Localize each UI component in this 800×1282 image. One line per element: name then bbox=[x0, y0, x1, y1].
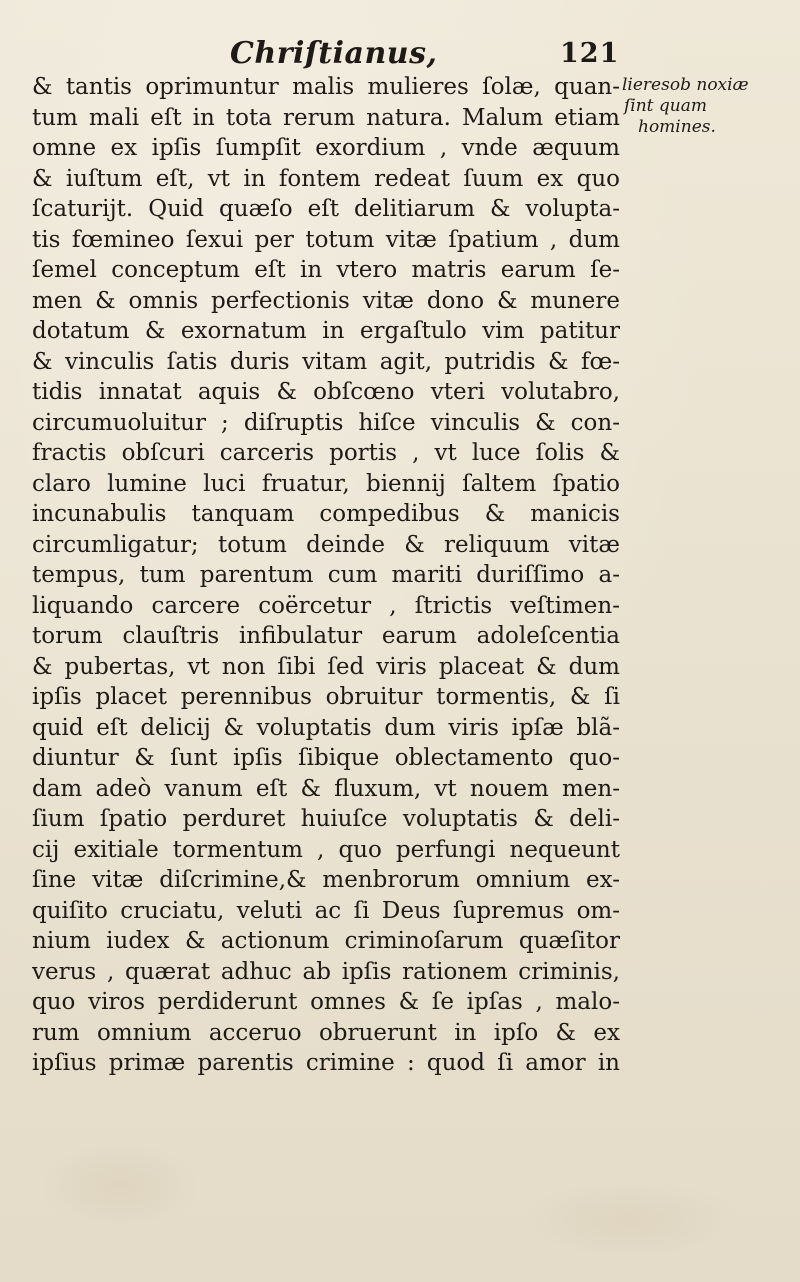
text-line: ſine vitæ diſcrimine,& menbrorum omnium ex- bbox=[32, 867, 620, 893]
text-line: fractis obſcuri carceris portis , vt luce ſolis & bbox=[32, 440, 620, 466]
text-line: quo viros perdiderunt omnes & ſe ipſas , malo- bbox=[32, 989, 620, 1015]
text-line: tis fœmineo ſexui per totum vitæ ſpatium , dum bbox=[32, 226, 620, 253]
paper-stain bbox=[520, 1180, 740, 1260]
text-line: ſcaturijt. Quid quæſo eſt delitiarum & volupta- bbox=[32, 196, 620, 222]
body-text bbox=[32, 72, 620, 1079]
text-line: incunabulis tanquam compedibus & manicis bbox=[32, 501, 620, 527]
text-line: & tantis oprimuntur malis mulieres ſolæ, quan- bbox=[32, 74, 620, 100]
text-line: tum mali eſt in tota rerum natura. Malum etiam bbox=[32, 104, 620, 131]
text-line: ſium ſpatio perduret huiuſce voluptatis & deli- bbox=[32, 806, 620, 832]
text-line: dam adeò vanum eſt & fluxum, vt nouem men- bbox=[32, 775, 620, 802]
running-title: Chriſtianus, bbox=[230, 36, 438, 71]
text-line: ipſius primæ parentis crimine : quod ſi amor in bbox=[32, 1050, 620, 1076]
text-line: quid eſt delicij & voluptatis dum viris ipſæ blã- bbox=[32, 714, 620, 741]
running-head bbox=[230, 36, 630, 72]
text-line: tempus, tum parentum cum mariti duriſſimo a- bbox=[32, 562, 620, 588]
text-line: & iuſtum eſt, vt in fontem redeat ſuum ex quo bbox=[32, 165, 620, 192]
text-line: torum clauſtris infibulatur earum adoleſcentia bbox=[32, 623, 620, 649]
marginal-note bbox=[622, 75, 794, 138]
text-line: tidis innatat aquis & obſcœno vteri volutabro, bbox=[32, 379, 620, 405]
text-line: & vinculis ſatis duris vitam agit, putridis & fœ- bbox=[32, 348, 620, 375]
paper-stain bbox=[40, 1140, 200, 1230]
text-line: liquando carcere coërcetur , ſtrictis veſtimen- bbox=[32, 592, 620, 619]
text-line: claro lumine luci fruatur, biennij ſaltem ſpatio bbox=[32, 470, 620, 497]
text-line: circumuoluitur ; diſruptis hiſce vinculis & con- bbox=[32, 409, 620, 436]
text-line: dotatum & exornatum in ergaſtulo vim patitur bbox=[32, 318, 620, 344]
text-line: & pubertas, vt non ſibi ſed viris placeat & dum bbox=[32, 653, 620, 680]
marginal-note-line: homines. bbox=[638, 117, 716, 137]
text-line: quiſito cruciatu, veluti ac ſi Deus ſupremus om- bbox=[32, 897, 620, 924]
text-line: diuntur & ſunt ipſis ſibique oblectamento quo- bbox=[32, 745, 620, 771]
text-line: cij exitiale tormentum , quo perfungi nequeunt bbox=[32, 836, 620, 863]
page-number: 121 bbox=[560, 38, 620, 69]
text-line: ipſis placet perennibus obruitur tormentis, & ſi bbox=[32, 684, 620, 710]
text-line: ſemel conceptum eſt in vtero matris earum ſe- bbox=[32, 257, 620, 283]
marginal-note-line: ſint quam bbox=[624, 96, 707, 116]
text-line: nium iudex & actionum criminoſarum quæſitor bbox=[32, 928, 620, 954]
text-line: circumligatur; totum deinde & reliquum vitæ bbox=[32, 531, 620, 558]
text-line: rum omnium acceruo obruerunt in ipſo & ex bbox=[32, 1019, 620, 1046]
text-line: omne ex ipſis ſumpſit exordium , vnde æquum bbox=[32, 135, 620, 161]
text-line: verus , quærat adhuc ab ipſis rationem criminis, bbox=[32, 958, 620, 985]
marginal-note-line: lieresob noxiæ bbox=[622, 75, 749, 95]
text-line: men & omnis perfectionis vitæ dono & munere bbox=[32, 287, 620, 314]
